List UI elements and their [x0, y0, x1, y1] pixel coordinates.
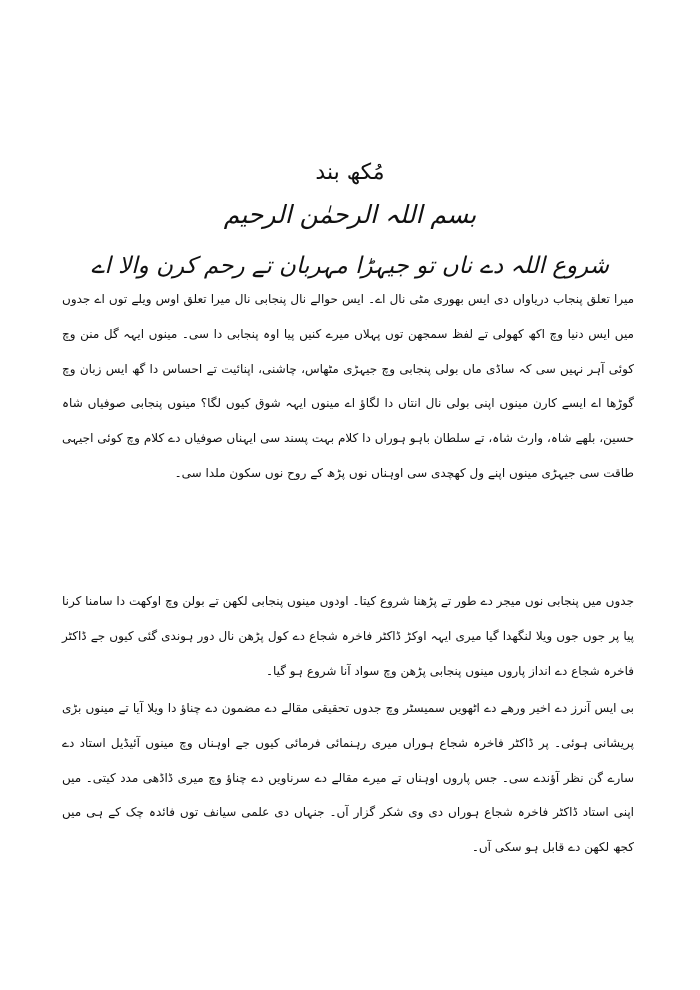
paragraph-1: میرا تعلق پنجاب دریاواں دی ایس بھوری مٹی نال اے۔ ایس حوالے نال پنجابی نال میرا تعلق اوس ویلے توں اے جدوں میں ایس دنیا وچ اکھ کھولی تے لفظ سمجھن توں پہلاں میرے کنیں پیا اوہ پنجابی دا سی۔ مینوں ایہہ گل منن وچ کوئی آہر نہیں سی کہ ساڈی ماں بولی پنجابی وچ جیہڑی مٹھاس، چاشنی، اپنائیت تے احساس دا گھ ایس زبان وچ گوڑھا اے ایسے کارن مینوں اپنی بولی نال انتاں دا لگاؤ اے مینوں ایہہ شوق کیوں لگا؟ مینوں پنجابی صوفیاں شاہ حسین، بلھے شاہ، وارث شاہ، تے سلطان باہو ہوراں دا کلام بہت پسند سی ایہناں صوفیاں دے کلام وچ کوئی اجیہی طاقت سی جیہڑی مینوں اپنے ول کھچدی سی اوہناں نوں پڑھ کے روح نوں سکون ملدا سی۔ [62, 292, 634, 480]
paragraph-2: جدوں میں پنجابی نوں میجر دے طور تے پڑھنا شروع کیتا۔ اودوں مینوں پنجابی لکھن تے بولن وچ اوکھت دا سامنا کرنا پیا پر جوں جوں ویلا لنگھدا گیا میری ایہہ اوکڑ ڈاکٹر فاخرہ شجاع دے کول پڑھن نال دور ہوندی گئی کیوں جے ڈاکٹر فاخرہ شجاع دے انداز پاروں مینوں پنجابی پڑھن وچ سواد آنا شروع ہو گیا۔ [62, 594, 634, 678]
preface-heading: مُکھ بند [315, 160, 385, 185]
opening-line: شروع اللہ دے ناں تو جیہڑا مہربان تے رحم کرن والا اے [90, 253, 610, 279]
bismillah-heading: بسم اللہ الرحمٰن الرحیم [223, 200, 477, 229]
paragraph-3: بی ایس آنرز دے اخیر ورھے دے اٹھویں سمیسٹر وچ جدوں تحقیقی مقالے دے مضمون دے چناؤ دا ویلا آیا تے مینوں بڑی پریشانی ہوئی۔ پر ڈاکٹر فاخرہ شجاع ہوراں میری رہنمائی فرمائی کیوں جے اوہناں وچ مینوں آئیڈیل استاد دے سارے گن نظر آؤندے سی۔ جس پاروں اوہناں تے میرے مقالے دے سرناویں دے چناؤ وچ میری ڈاڈھی مدد کیتی۔ میں اپنی استاد ڈاکٹر فاخرہ شجاع ہوراں دی وی شکر گزار آں۔ جنہاں دی علمی سیانف توں فائدہ چک کے ہی میں کجھ لکھن دے قابل ہو سکی آں۔ [62, 701, 634, 855]
